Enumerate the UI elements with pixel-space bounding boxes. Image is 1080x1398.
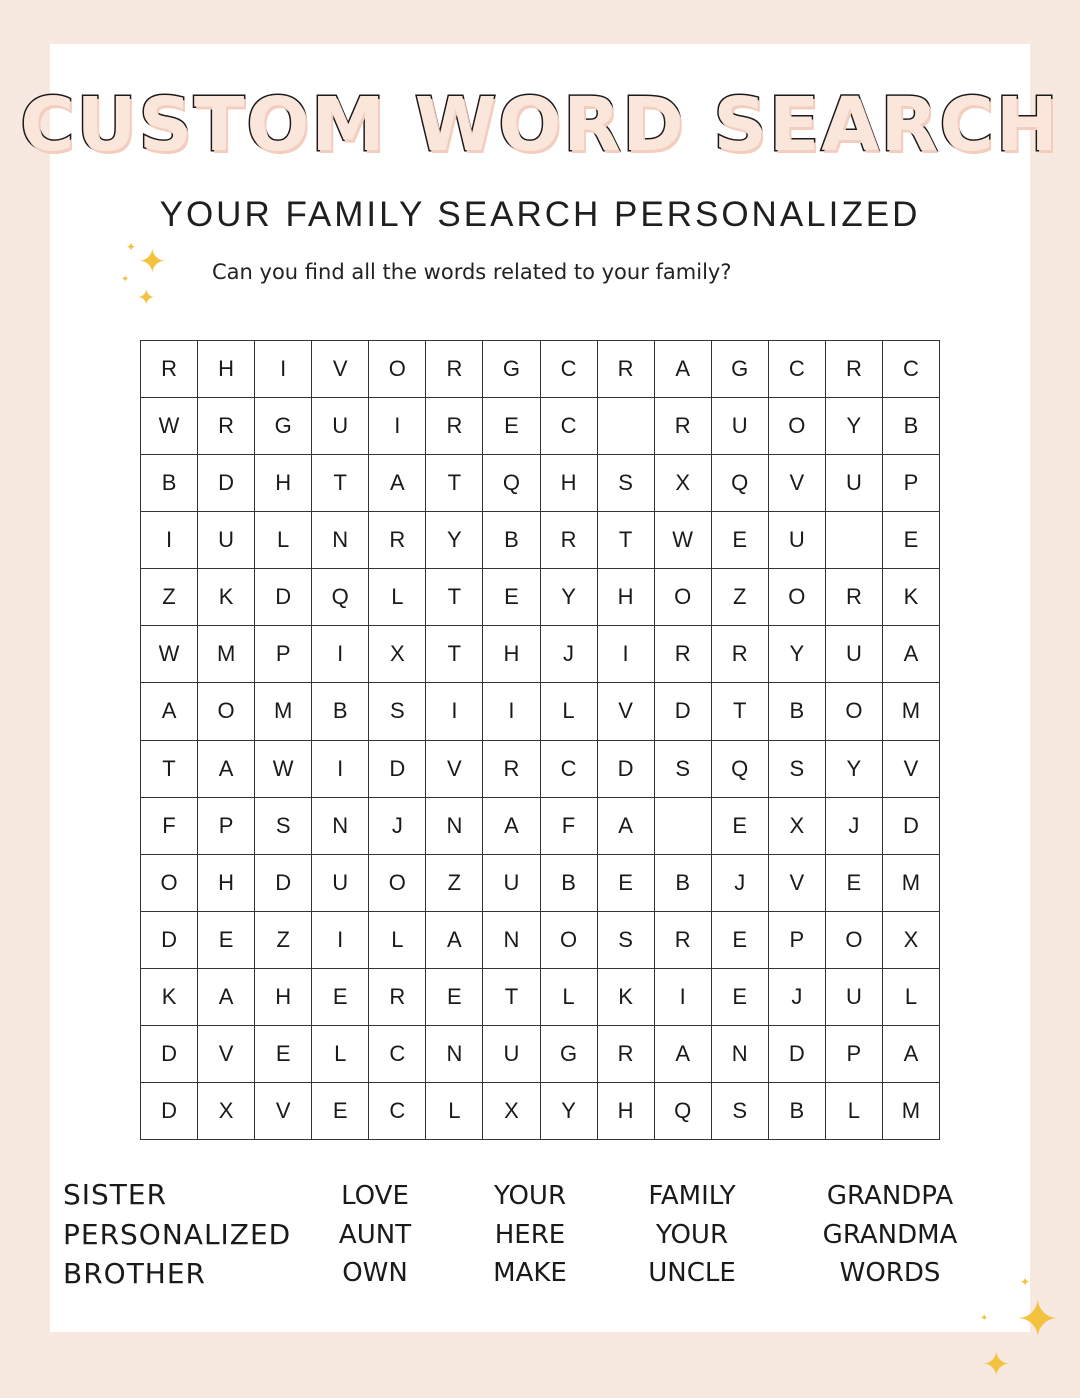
grid-cell: L <box>426 1083 483 1140</box>
grid-cell: Y <box>541 569 598 626</box>
grid-cell: N <box>426 1026 483 1083</box>
grid-cell: E <box>483 398 540 455</box>
grid-cell <box>655 798 712 855</box>
word-list-column <box>815 1177 965 1293</box>
grid-cell: P <box>198 798 255 855</box>
grid-cell: E <box>712 798 769 855</box>
grid-cell: C <box>369 1026 426 1083</box>
grid-cell: V <box>769 855 826 912</box>
grid-cell: E <box>712 969 769 1026</box>
grid-cell: T <box>426 626 483 683</box>
grid-cell: D <box>141 1026 198 1083</box>
grid-cell: R <box>598 341 655 398</box>
grid-cell: V <box>426 741 483 798</box>
word-list-item: HERE <box>494 1219 566 1250</box>
grid-cell: E <box>826 855 883 912</box>
grid-cell: S <box>712 1083 769 1140</box>
word-list-item: WORDS <box>839 1258 941 1288</box>
word-list-item: LOVE <box>341 1181 409 1211</box>
grid-cell: I <box>141 512 198 569</box>
grid-cell: A <box>141 683 198 740</box>
grid-cell: N <box>712 1026 769 1083</box>
grid-cell: W <box>141 398 198 455</box>
grid-cell: Y <box>769 626 826 683</box>
grid-cell: T <box>141 741 198 798</box>
grid-cell: L <box>883 969 940 1026</box>
grid-cell: X <box>883 912 940 969</box>
grid-cell: M <box>198 626 255 683</box>
grid-cell: R <box>541 512 598 569</box>
grid-cell: Z <box>426 855 483 912</box>
grid-cell: K <box>198 569 255 626</box>
sparkle-icon: ✦ <box>121 274 130 285</box>
grid-cell: N <box>426 798 483 855</box>
grid-cell: I <box>655 969 712 1026</box>
sparkle-icon: ✦ <box>126 240 137 254</box>
word-list-item: GRANDMA <box>822 1219 958 1250</box>
grid-cell: H <box>598 569 655 626</box>
grid-cell: B <box>312 683 369 740</box>
grid-cell: R <box>712 626 769 683</box>
grid-cell: M <box>883 1083 940 1140</box>
grid-cell: X <box>655 455 712 512</box>
word-list-item: SISTER <box>63 1178 168 1211</box>
grid-cell: Y <box>826 398 883 455</box>
grid-cell: R <box>369 969 426 1026</box>
grid-cell: Z <box>141 569 198 626</box>
grid-cell: R <box>141 341 198 398</box>
grid-cell: H <box>255 969 312 1026</box>
grid-cell: O <box>541 912 598 969</box>
word-list-item: OWN <box>342 1258 408 1288</box>
grid-cell: S <box>769 741 826 798</box>
grid-cell: D <box>883 798 940 855</box>
grid-cell: U <box>312 855 369 912</box>
word-list-item: AUNT <box>338 1219 412 1250</box>
grid-cell: G <box>541 1026 598 1083</box>
grid-cell: T <box>426 569 483 626</box>
grid-cell: O <box>369 341 426 398</box>
grid-cell: J <box>826 798 883 855</box>
grid-cell: G <box>712 341 769 398</box>
grid-cell: M <box>883 855 940 912</box>
grid-cell: K <box>141 969 198 1026</box>
grid-cell: I <box>598 626 655 683</box>
sparkle-icon: ✦ <box>1016 1291 1060 1349</box>
grid-cell: O <box>826 683 883 740</box>
grid-cell: S <box>255 798 312 855</box>
grid-cell: M <box>255 683 312 740</box>
sparkle-icon: ✦ <box>137 285 156 310</box>
grid-cell: O <box>769 569 826 626</box>
grid-cell: T <box>426 455 483 512</box>
grid-cell: U <box>483 1026 540 1083</box>
grid-cell: W <box>655 512 712 569</box>
grid-cell: B <box>141 455 198 512</box>
grid-cell: T <box>598 512 655 569</box>
grid-cell: C <box>883 341 940 398</box>
word-list-item: YOUR <box>493 1181 567 1211</box>
word-list-column <box>475 1177 585 1293</box>
grid-cell: I <box>312 626 369 683</box>
grid-cell: Q <box>483 455 540 512</box>
grid-cell: C <box>541 741 598 798</box>
sparkle-icon: ✦ <box>138 243 167 281</box>
grid-cell: V <box>883 741 940 798</box>
grid-cell: B <box>883 398 940 455</box>
grid-cell <box>826 512 883 569</box>
grid-cell: E <box>312 1083 369 1140</box>
grid-cell <box>598 398 655 455</box>
grid-cell: E <box>426 969 483 1026</box>
word-list-item: MAKE <box>493 1258 567 1288</box>
grid-cell: D <box>198 455 255 512</box>
grid-cell: R <box>655 398 712 455</box>
grid-cell: I <box>483 683 540 740</box>
grid-cell: Q <box>655 1083 712 1140</box>
grid-cell: E <box>312 969 369 1026</box>
grid-cell: C <box>369 1083 426 1140</box>
grid-cell: I <box>255 341 312 398</box>
grid-cell: O <box>826 912 883 969</box>
grid-cell: S <box>369 683 426 740</box>
grid-cell: J <box>541 626 598 683</box>
grid-cell: L <box>369 912 426 969</box>
word-list-item: GRANDPA <box>826 1181 954 1211</box>
grid-cell: B <box>655 855 712 912</box>
grid-cell: U <box>826 969 883 1026</box>
grid-cell: U <box>769 512 826 569</box>
grid-cell: D <box>141 1083 198 1140</box>
grid-cell: P <box>255 626 312 683</box>
grid-cell: Y <box>826 741 883 798</box>
grid-cell: T <box>312 455 369 512</box>
grid-cell: H <box>598 1083 655 1140</box>
sparkle-icon: ✦ <box>982 1346 1011 1384</box>
word-list-item: BROTHER <box>63 1257 207 1290</box>
grid-cell: X <box>769 798 826 855</box>
grid-cell: U <box>312 398 369 455</box>
grid-cell: Y <box>426 512 483 569</box>
word-list-item: PERSONALIZED <box>63 1217 292 1251</box>
grid-cell: B <box>483 512 540 569</box>
grid-cell: V <box>312 341 369 398</box>
grid-cell: N <box>312 798 369 855</box>
grid-cell: A <box>598 798 655 855</box>
grid-cell: S <box>598 455 655 512</box>
grid-cell: X <box>198 1083 255 1140</box>
grid-cell: L <box>369 569 426 626</box>
grid-cell: Q <box>712 741 769 798</box>
grid-cell: K <box>883 569 940 626</box>
grid-cell: S <box>598 912 655 969</box>
grid-cell: H <box>541 455 598 512</box>
grid-cell: G <box>255 398 312 455</box>
grid-cell: U <box>483 855 540 912</box>
word-list-column <box>63 1175 291 1294</box>
grid-cell: H <box>255 455 312 512</box>
word-list-item: UNCLE <box>648 1258 736 1288</box>
grid-cell: U <box>198 512 255 569</box>
grid-cell: K <box>598 969 655 1026</box>
grid-cell: N <box>483 912 540 969</box>
word-list-item: YOUR <box>655 1219 729 1250</box>
grid-cell: P <box>826 1026 883 1083</box>
grid-cell: B <box>769 1083 826 1140</box>
grid-cell: B <box>769 683 826 740</box>
sparkle-icon: ✦ <box>980 1313 989 1324</box>
grid-cell: W <box>255 741 312 798</box>
grid-cell: A <box>426 912 483 969</box>
page-title: CUSTOM WORD SEARCH <box>20 82 1060 168</box>
grid-cell: R <box>483 741 540 798</box>
grid-cell: R <box>598 1026 655 1083</box>
grid-cell: R <box>826 569 883 626</box>
word-list-column <box>632 1177 752 1293</box>
grid-cell: V <box>198 1026 255 1083</box>
grid-cell: E <box>483 569 540 626</box>
grid-cell: Z <box>255 912 312 969</box>
grid-cell: O <box>655 569 712 626</box>
word-search-grid <box>140 340 940 1140</box>
grid-cell: E <box>255 1026 312 1083</box>
grid-cell: R <box>655 626 712 683</box>
grid-cell: T <box>483 969 540 1026</box>
grid-cell: D <box>369 741 426 798</box>
grid-cell: P <box>769 912 826 969</box>
grid-cell: F <box>141 798 198 855</box>
grid-cell: J <box>769 969 826 1026</box>
grid-cell: X <box>483 1083 540 1140</box>
grid-cell: A <box>883 626 940 683</box>
grid-cell: E <box>712 512 769 569</box>
grid-cell: O <box>369 855 426 912</box>
grid-cell: M <box>883 683 940 740</box>
page-subtitle: YOUR FAMILY SEARCH PERSONALIZED <box>159 195 921 234</box>
grid-cell: U <box>826 455 883 512</box>
grid-cell: H <box>198 855 255 912</box>
grid-cell: E <box>198 912 255 969</box>
grid-cell: O <box>141 855 198 912</box>
grid-cell: E <box>712 912 769 969</box>
grid-cell: D <box>655 683 712 740</box>
grid-cell: Q <box>712 455 769 512</box>
grid-cell: S <box>655 741 712 798</box>
grid-cell: N <box>312 512 369 569</box>
grid-cell: Z <box>712 569 769 626</box>
grid-cell: A <box>198 741 255 798</box>
grid-cell: A <box>369 455 426 512</box>
grid-cell: A <box>655 1026 712 1083</box>
grid-cell: L <box>826 1083 883 1140</box>
grid-cell: R <box>426 341 483 398</box>
grid-cell: D <box>255 569 312 626</box>
grid-cell: C <box>541 398 598 455</box>
grid-cell: C <box>769 341 826 398</box>
grid-cell: I <box>369 398 426 455</box>
grid-cell: H <box>483 626 540 683</box>
grid-cell: R <box>826 341 883 398</box>
grid-cell: J <box>369 798 426 855</box>
grid-cell: E <box>883 512 940 569</box>
grid-cell: E <box>598 855 655 912</box>
grid-cell: D <box>598 741 655 798</box>
grid-cell: Y <box>541 1083 598 1140</box>
grid-cell: D <box>255 855 312 912</box>
grid-cell: L <box>312 1026 369 1083</box>
grid-cell: R <box>369 512 426 569</box>
grid-cell: P <box>883 455 940 512</box>
grid-cell: D <box>769 1026 826 1083</box>
grid-cell: V <box>255 1083 312 1140</box>
grid-cell: I <box>312 741 369 798</box>
word-list-column <box>320 1177 430 1293</box>
grid-cell: O <box>198 683 255 740</box>
grid-cell: R <box>198 398 255 455</box>
grid-cell: A <box>483 798 540 855</box>
grid-cell: L <box>255 512 312 569</box>
grid-cell: D <box>141 912 198 969</box>
word-list-item: FAMILY <box>648 1181 736 1211</box>
grid-cell: L <box>541 683 598 740</box>
grid-cell: A <box>198 969 255 1026</box>
grid-cell: U <box>712 398 769 455</box>
instructions-text: Can you find all the words related to your family? <box>212 260 732 284</box>
grid-cell: H <box>198 341 255 398</box>
grid-cell: X <box>369 626 426 683</box>
grid-cell: F <box>541 798 598 855</box>
grid-cell: C <box>541 341 598 398</box>
grid-cell: V <box>598 683 655 740</box>
grid-cell: V <box>769 455 826 512</box>
grid-cell: T <box>712 683 769 740</box>
grid-cell: I <box>312 912 369 969</box>
grid-cell: R <box>426 398 483 455</box>
grid-cell: R <box>655 912 712 969</box>
grid-cell: W <box>141 626 198 683</box>
grid-cell: G <box>483 341 540 398</box>
grid-cell: U <box>826 626 883 683</box>
grid-cell: L <box>541 969 598 1026</box>
grid-cell: J <box>712 855 769 912</box>
grid-cell: Q <box>312 569 369 626</box>
sparkle-icon: ✦ <box>1020 1275 1031 1289</box>
grid-cell: B <box>541 855 598 912</box>
grid-cell: I <box>426 683 483 740</box>
grid-cell: A <box>655 341 712 398</box>
grid-cell: A <box>883 1026 940 1083</box>
grid-cell: O <box>769 398 826 455</box>
